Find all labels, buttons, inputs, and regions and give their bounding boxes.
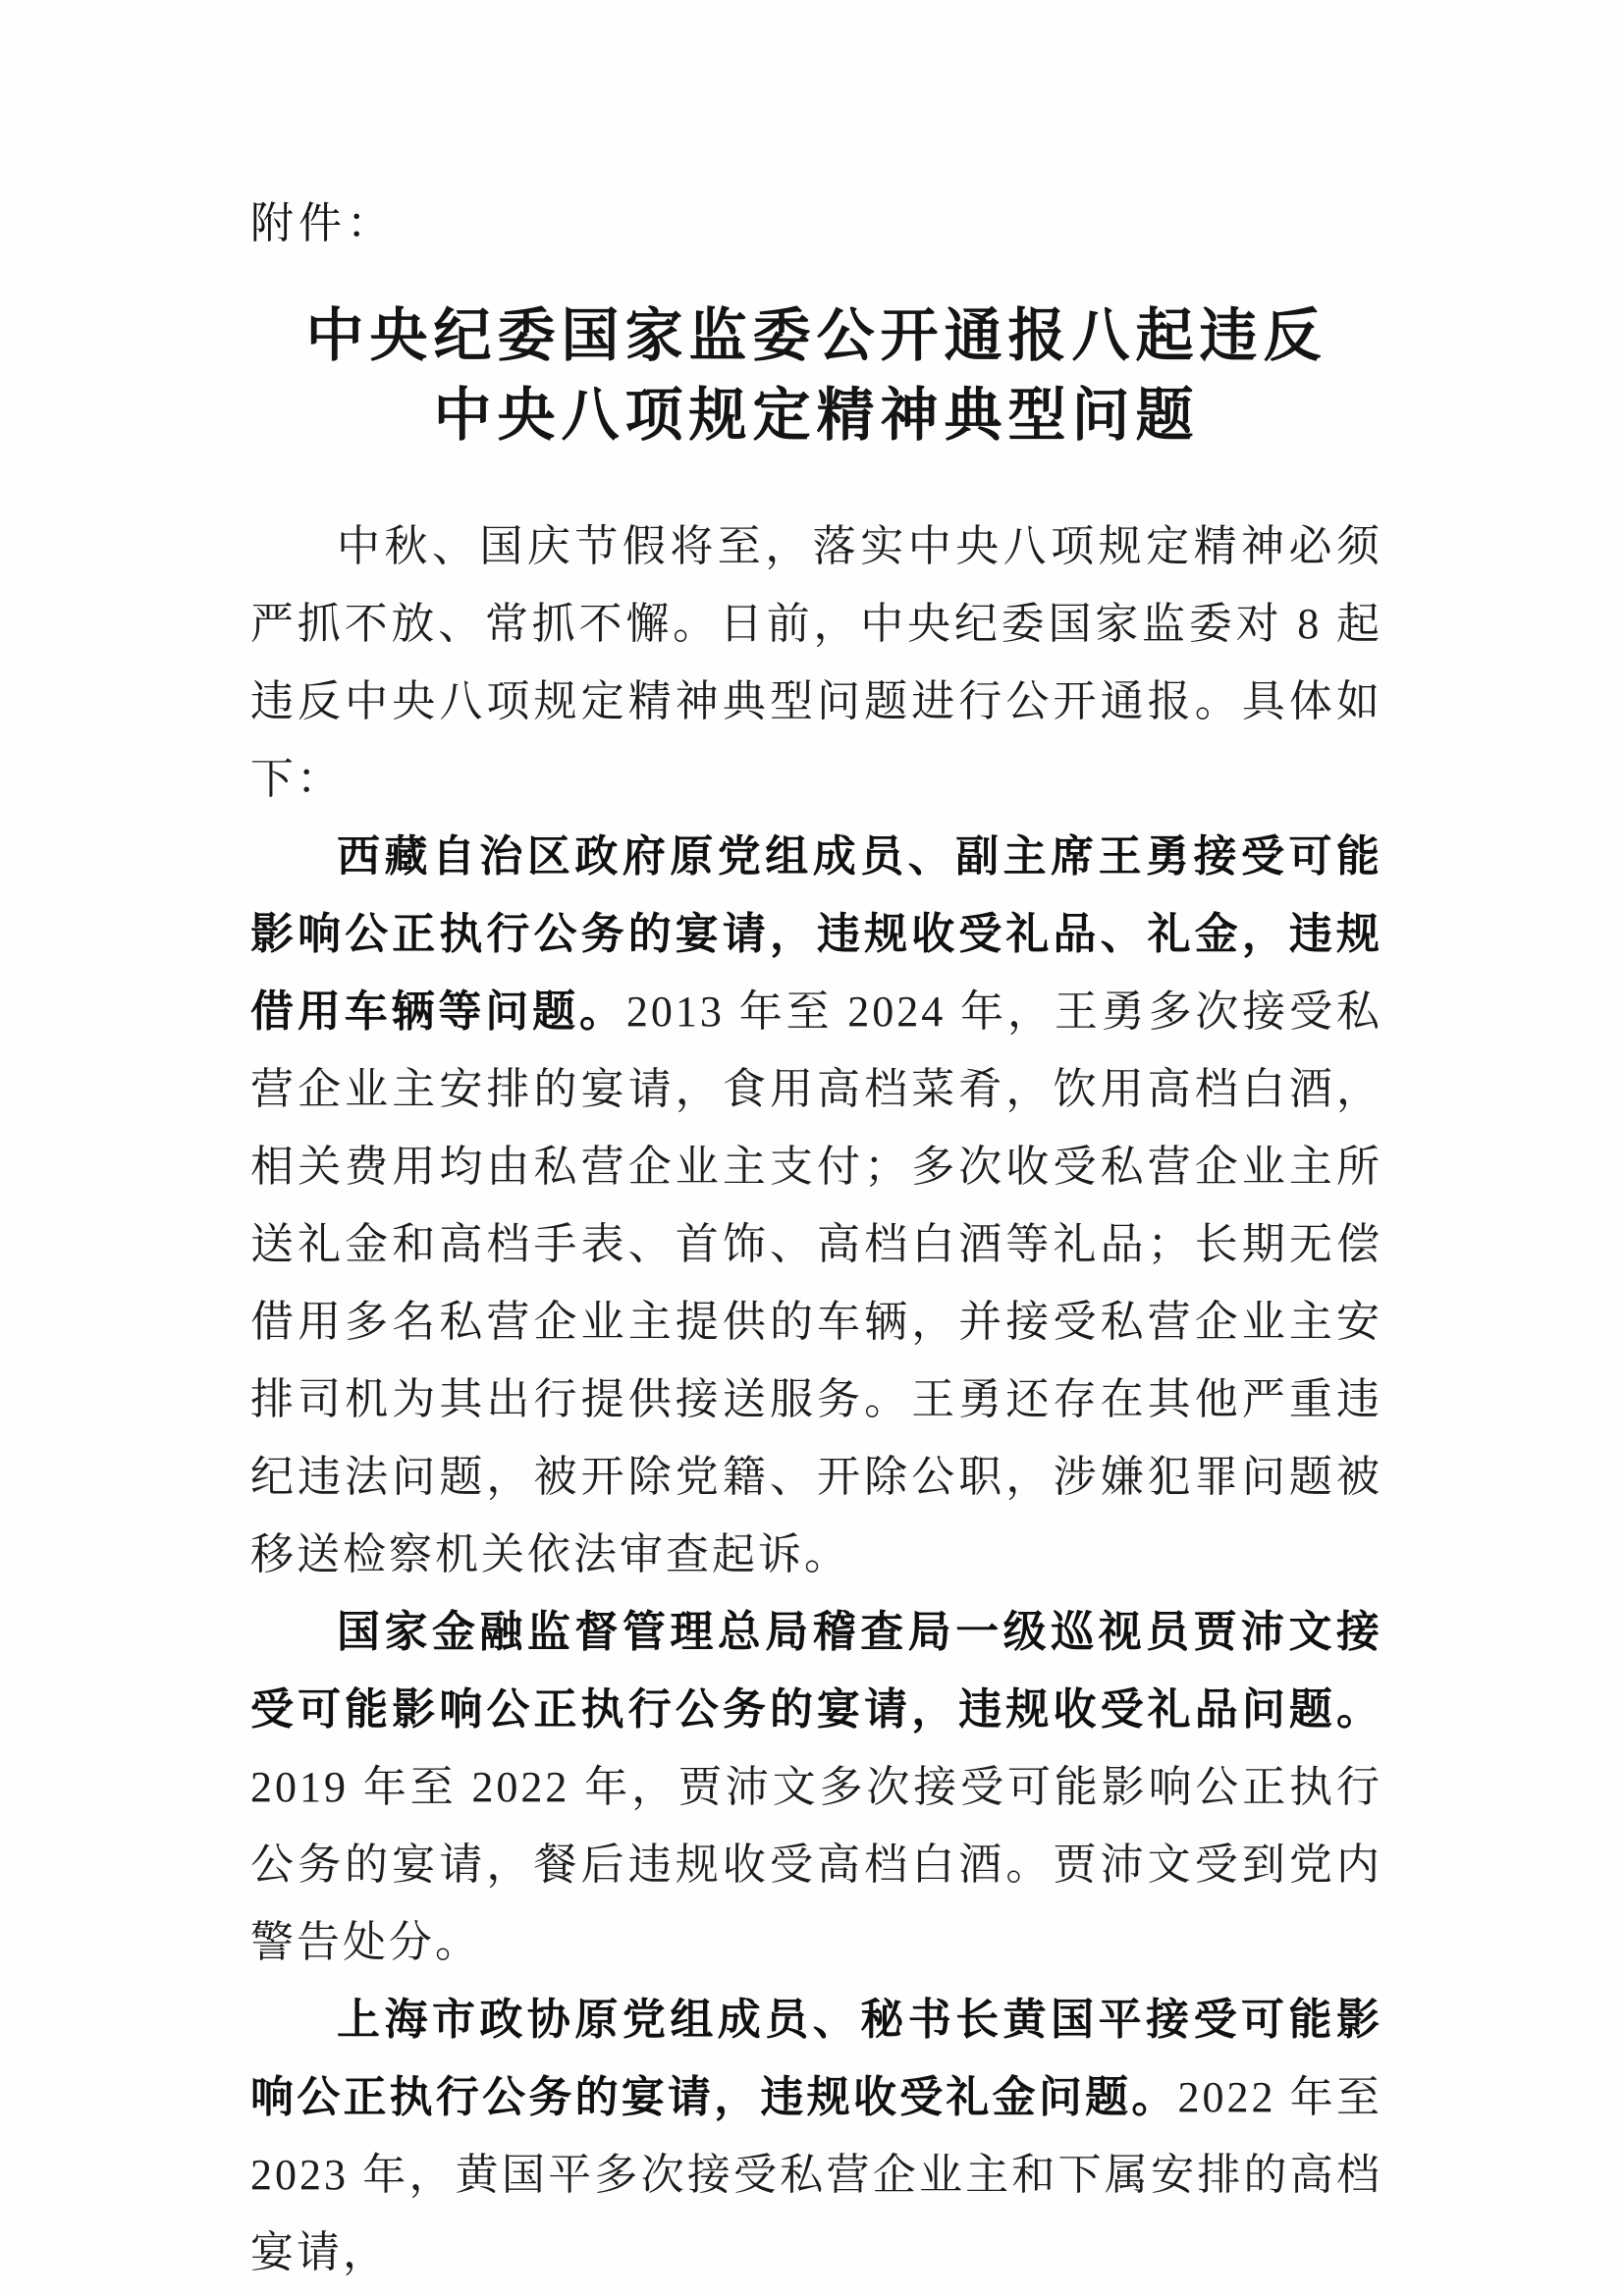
- case-shanghai-detail: 2022 年至 2023 年，黄国平多次接受私营企业主和下属安排的高档宴请，: [250, 2073, 1383, 2276]
- title-line-2: 中央八项规定精神典型问题: [433, 383, 1200, 448]
- document-content: [250, 200, 1382, 2291]
- paragraph-case-shanghai: [250, 1981, 1382, 2291]
- attachment-label: 附件：: [250, 199, 395, 247]
- case-finance-detail: 2019 年至 2022 年，贾沛文多次接受可能影响公正执行公务的宴请，餐后违规收受高档白酒。贾沛文受到党内警告处分。: [250, 1763, 1382, 1966]
- case-tibet-detail: 2013 年至 2024 年，王勇多次接受私营企业主安排的宴请，食用高档菜肴，饮用高档白酒，相关费用均由私营企业主支付；多次收受私营企业主所送礼金和高档手表、首饰、高档白酒等礼品；长期无偿借用多名私营企业主提供的车辆，并接受私营企业主安排司机为其出行提供接送服务。王勇还存在其他严重违纪违法问题，被开除党籍、开除公职，涉嫌犯罪问题被移送检察机关依法审查起诉。: [250, 988, 1383, 1578]
- case-tibet-headline: 西藏自治区政府原党组成员、副主席王勇接受可能影响公正执行公务的宴请，违规收受礼品、礼金，违规借用车辆等问题。: [250, 832, 1382, 1036]
- paragraph-case-finance: [250, 1593, 1382, 1981]
- document-body: [250, 507, 1382, 2291]
- case-finance-headline: 国家金融监督管理总局稽查局一级巡视员贾沛文接受可能影响公正执行公务的宴请，违规收受礼品问题。: [250, 1608, 1382, 1734]
- paragraph-intro: [250, 507, 1382, 818]
- intro-text: 中秋、国庆节假将至，落实中央八项规定精神必须严抓不放、常抓不懈。日前，中央纪委国家监委对 8 起违反中央八项规定精神典型问题进行公开通报。具体如下：: [250, 522, 1382, 803]
- case-shanghai-headline: 上海市政协原党组成员、秘书长黄国平接受可能影响公正执行公务的宴请，违规收受礼金问题。: [250, 1996, 1382, 2121]
- paragraph-case-tibet: [250, 818, 1382, 1593]
- title-line-1: 中央纪委国家监委公开通报八起违反: [305, 303, 1327, 368]
- document-title: [250, 296, 1382, 455]
